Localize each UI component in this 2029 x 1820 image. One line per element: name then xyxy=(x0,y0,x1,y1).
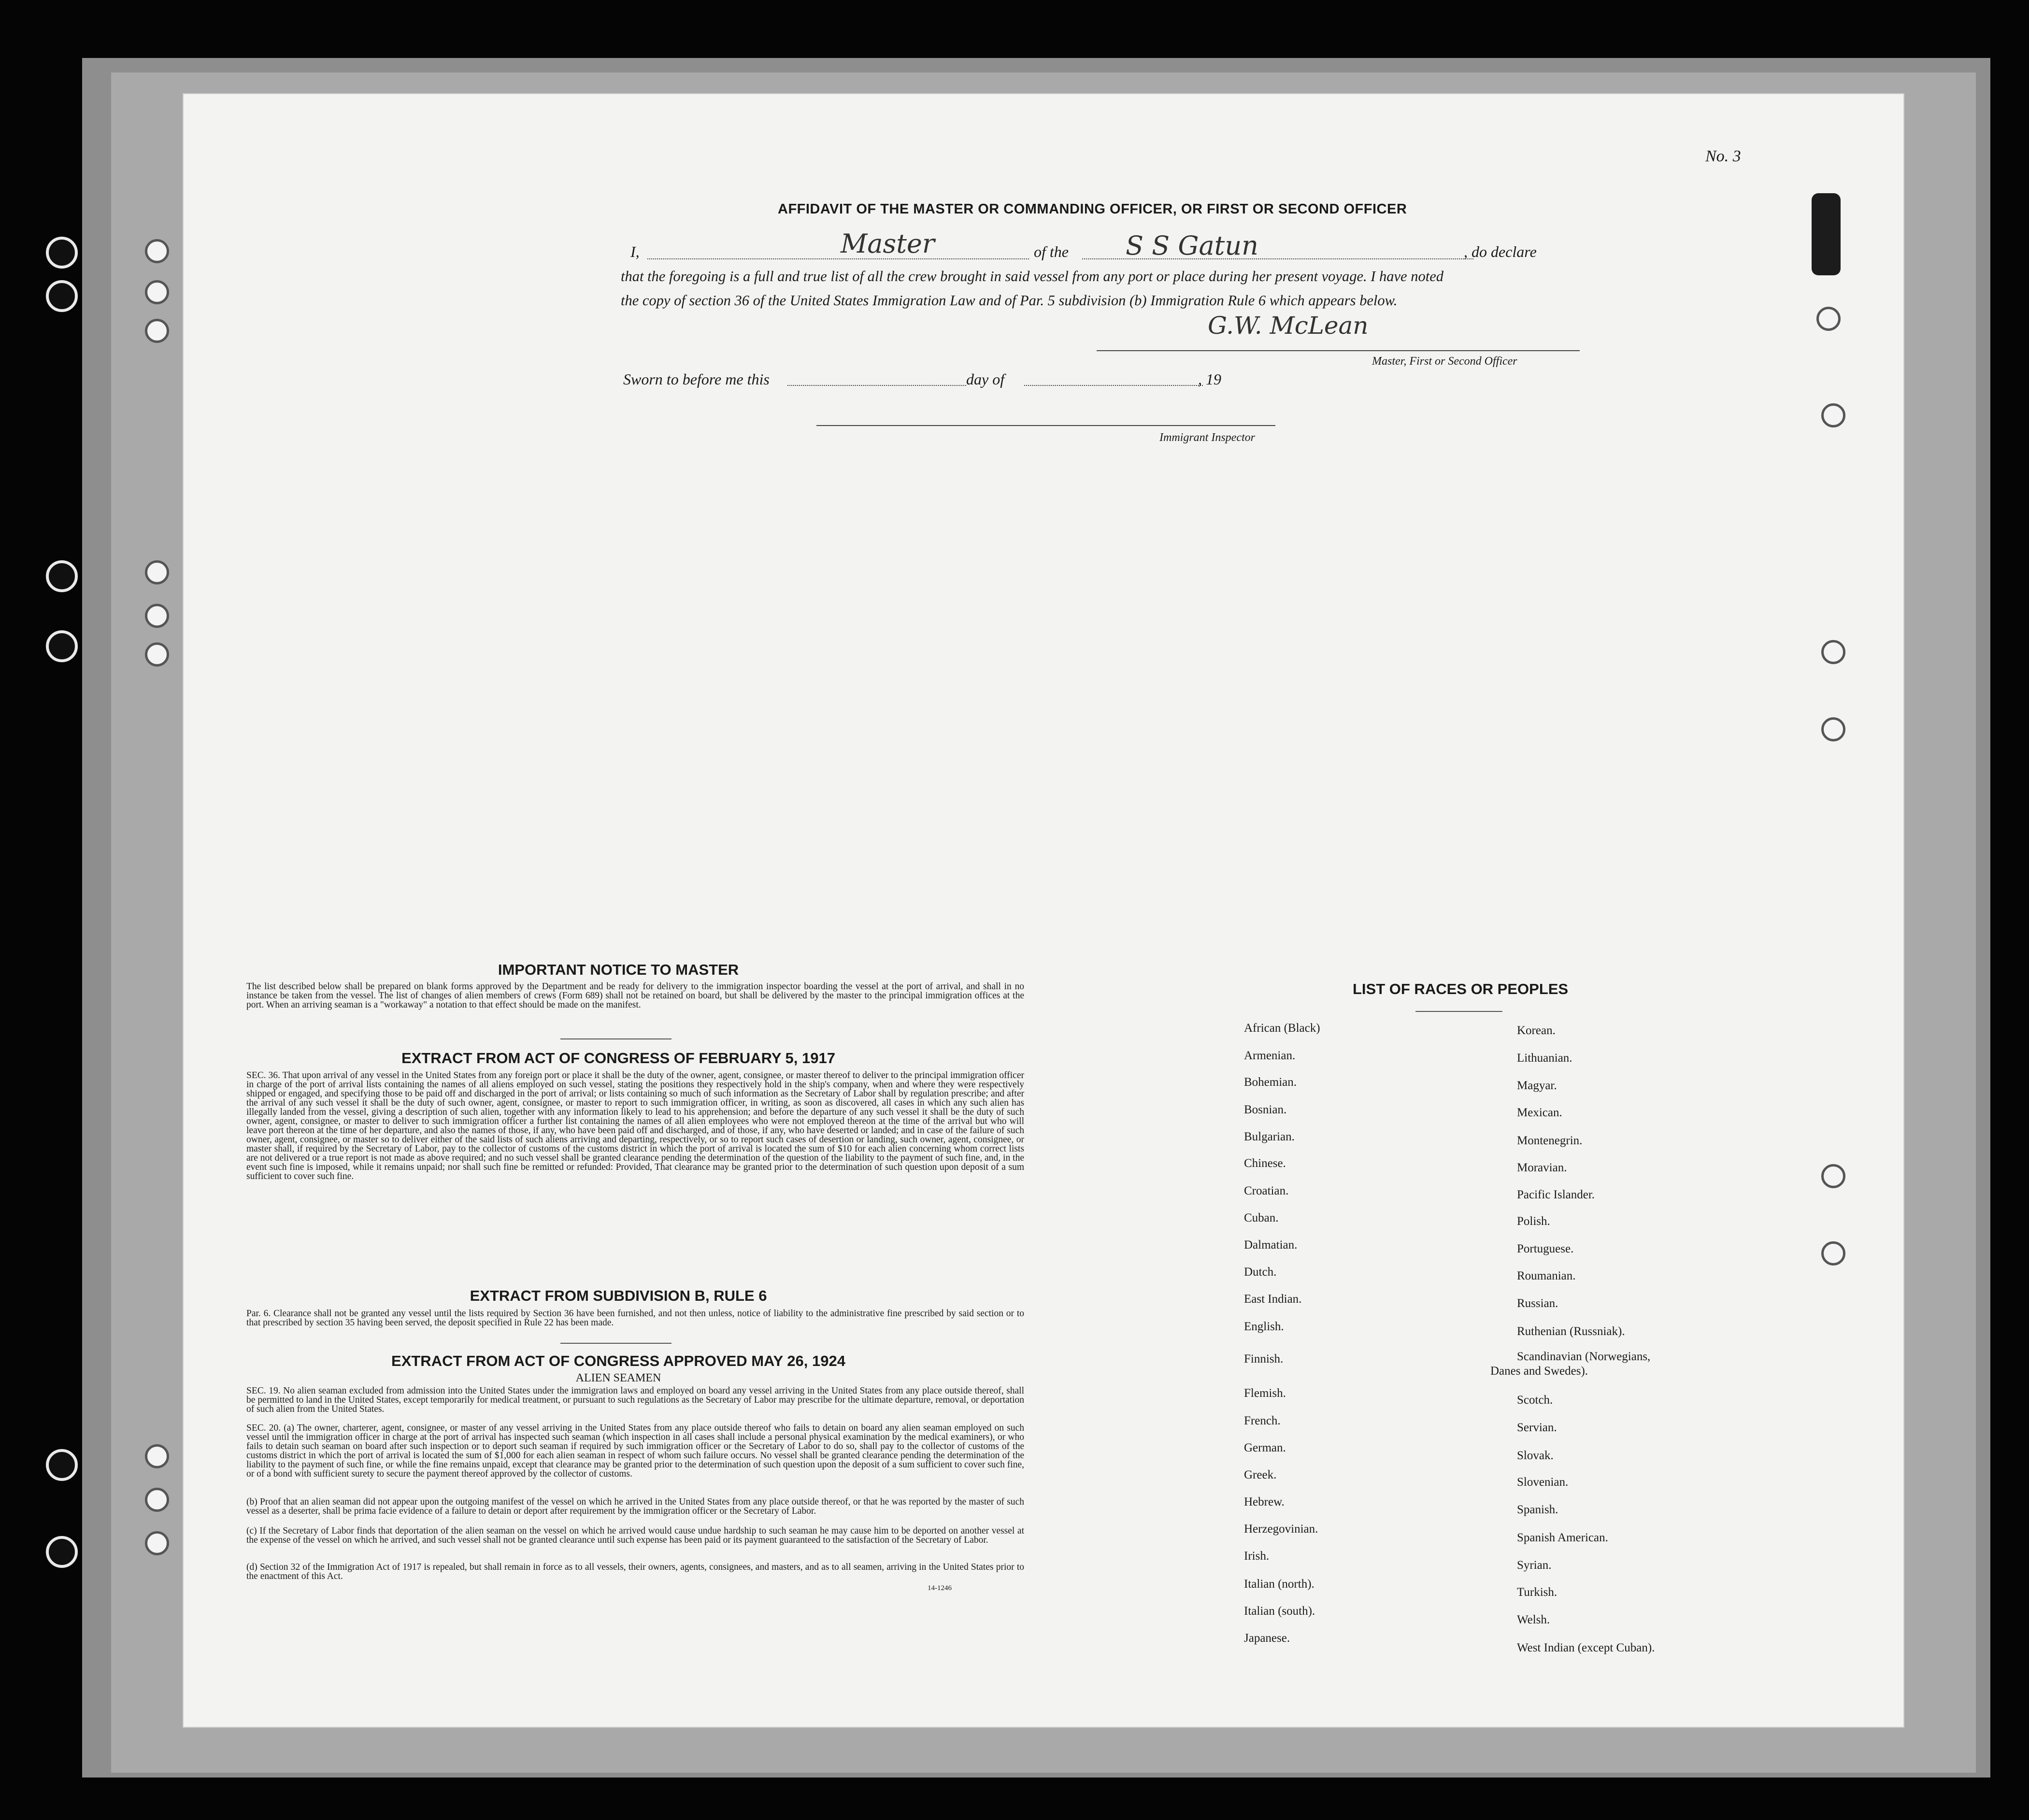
race-item: Korean. xyxy=(1517,1024,1556,1037)
extract-1924-title: EXTRACT FROM ACT OF CONGRESS APPROVED MAY 26, 1924 xyxy=(391,1352,845,1369)
binder-hole xyxy=(46,280,78,312)
race-item: Moravian. xyxy=(1517,1161,1567,1174)
race-item: Croatian. xyxy=(1244,1184,1289,1197)
form-code: 14-1246 xyxy=(928,1584,952,1592)
affidavit-line1-mid: of the xyxy=(1034,243,1069,260)
race-item: Finnish. xyxy=(1244,1352,1284,1365)
sec20d-text: (d) Section 32 of the Immigration Act of 1917 is repealed, but shall remain in force as to all vessels, their owners, agents, consignees, and masters, and as to all seamen, arriving in the United States prior to the enactment of this Act. xyxy=(246,1562,1024,1581)
page-hole xyxy=(1821,640,1845,664)
race-item: Greek. xyxy=(1244,1468,1277,1481)
rank-field-line xyxy=(647,258,1029,259)
divider xyxy=(560,1038,672,1039)
rule6-text: Par. 6. Clearance shall not be granted any vessel until the lists required by Section 36 have been furnished, and not then unless, notice of liability to the administrative fine prescribed by said section or to that prescribed by section 35 having been served, the deposit specified in Rule 22 has been made. xyxy=(246,1308,1024,1328)
race-item: Danes and Swedes). xyxy=(1490,1365,1588,1378)
race-item: East Indian. xyxy=(1244,1293,1302,1306)
binder-hole xyxy=(46,1536,78,1568)
affidavit-title: AFFIDAVIT OF THE MASTER OR COMMANDING OFFICER, OR FIRST OR SECOND OFFICER xyxy=(778,201,1407,217)
affidavit-line1-suffix: , do declare xyxy=(1464,243,1537,260)
race-item: Pacific Islander. xyxy=(1517,1188,1595,1201)
rule6-title: EXTRACT FROM SUBDIVISION B, RULE 6 xyxy=(470,1287,767,1304)
extract-1917-title: EXTRACT FROM ACT OF CONGRESS OF FEBRUARY 5, 1917 xyxy=(401,1050,835,1066)
binder-hole xyxy=(145,1488,169,1512)
race-item: Scandinavian (Norwegians, xyxy=(1517,1350,1651,1363)
sworn-prefix: Sworn to before me this xyxy=(623,370,770,388)
affidavit-line1-prefix: I, xyxy=(630,243,640,260)
manifest-page xyxy=(184,94,1903,1727)
race-item: Syrian. xyxy=(1517,1559,1552,1572)
binder-hole xyxy=(46,1449,78,1481)
divider xyxy=(1415,1011,1502,1012)
race-item: Dalmatian. xyxy=(1244,1238,1298,1251)
affidavit-line2: that the foregoing is a full and true list of all the crew brought in said vessel from any port or place during her present voyage. I have noted xyxy=(621,268,1443,284)
affidavit-line3: the copy of section 36 of the United States Immigration Law and of Par. 5 subdivision (b) Immigration Rule 6 which appears below. xyxy=(621,292,1398,309)
page-hole xyxy=(1821,1164,1845,1188)
inspector-caption: Immigrant Inspector xyxy=(1159,431,1255,444)
form-number: No. 3 xyxy=(1705,147,1741,165)
race-item: Roumanian. xyxy=(1517,1269,1576,1282)
race-item: English. xyxy=(1244,1320,1284,1333)
race-item: Scotch. xyxy=(1517,1393,1553,1407)
extract-1924-subtitle: ALIEN SEAMEN xyxy=(575,1372,661,1384)
binder-hole xyxy=(46,560,78,592)
sworn-month-line xyxy=(1024,385,1203,386)
binder-clip xyxy=(1812,193,1841,275)
sworn-day-label: day of xyxy=(966,370,1005,388)
extract-1917-text: SEC. 36. That upon arrival of any vessel in the United States from any foreign port or place it shall be the duty of the owner, agent, consignee, or master thereof to deliver to the principal immigration officer in charge of the port of arrival lists containing the names of all aliens employed on such vessel, stating the positions they respectively hold in the ship's company, when and where they were respectively shipped or engaged, and specifying those to be paid off and discharged in the port of arrival; or lists containing so much of such information as the Secretary of Labor shall by regulation prescribe; and after the arrival of any such vessel it shall be the duty of such owner, agent, consignee, or master to report to such immigration officer, in writing, as soon as discovered, all cases in which any such alien has illegally landed from the vessel, giving a description of such alien, together with any information likely to lead to his apprehension; and before the departure of any such vessel it shall be the duty of such owner, agent, consignee, or master to deliver to such immigration officer a further list containing the names of all alien employees who were not employed thereon at the time of the arrival but who will leave port thereon at the time of her departure, and also the names of those, if any, who have been paid off and discharged, and of those, if any, who have deserted or landed; and in case of the failure of such owner, agent, consignee, or master so to deliver either of the said lists of such aliens arriving and departing, respectively, or so to report such cases of desertion or landing, such owner, agent, consignee, or master shall, if required by the Secretary of Labor, pay to the collector of customs of the customs district in which the port of arrival is located the sum of $10 for each alien concerning whom correct lists are not delivered or a true report is not made as above required; and no such vessel shall be granted clearance pending the determination of the question of the liability to the payment of such fine, and, in the event such fine is imposed, while it remains unpaid; nor shall such fine be remitted or refunded: Provided, That clearance may be granted prior to the determination of such question upon deposit of a sum sufficient to cover such fine. xyxy=(246,1070,1024,1181)
race-item: Bosnian. xyxy=(1244,1103,1287,1116)
race-item: Spanish American. xyxy=(1517,1531,1608,1544)
sec19-text: SEC. 19. No alien seaman excluded from admission into the United States under the immigration laws and employed on board any vessel arriving in the United States from any place outside thereof, shall be permitted to land in the United States, except temporarily for medical treatment, or pursuant to such regulations as the Secretary of Labor may prescribe for the ultimate departure, removal, or deportation of such alien from the United States. xyxy=(246,1386,1024,1414)
sec20a-text: SEC. 20. (a) The owner, charterer, agent, consignee, or master of any vessel arriving in the United States from any place outside thereof who fails to detain on board any alien seaman employed on such vessel until the immigration officer in charge at the port of arrival has inspected such seaman (which inspection in all cases shall include a personal physical examination by the medical examiners), or who fails to detain such seaman on board after such inspection or to deport such seaman if required by such immigration officer or the Secretary of Labor to do so, shall pay to the collector of customs of the customs district in which the port of arrival is located the sum of $1,000 for each alien seaman in respect of whom such failure occurs. No vessel shall be granted clearance pending the determination of the liability to the payment of such fine, or while the fine remains unpaid, except that clearance may be granted prior to the determination of such question upon the deposit of a sum sufficient to cover such fine, or of a bond with sufficient surety to secure the payment thereof approved by the collector of customs. xyxy=(246,1423,1024,1479)
race-item: Turkish. xyxy=(1517,1586,1557,1599)
inspector-signature-line xyxy=(816,425,1275,426)
race-item: Dutch. xyxy=(1244,1265,1277,1279)
vessel-name-field: S S Gatun xyxy=(1126,230,1258,261)
race-item: Bohemian. xyxy=(1244,1076,1297,1089)
race-item: West Indian (except Cuban). xyxy=(1517,1641,1655,1654)
race-item: French. xyxy=(1244,1414,1281,1427)
race-item: Japanese. xyxy=(1244,1632,1290,1645)
race-item: Armenian. xyxy=(1244,1049,1296,1062)
page-hole xyxy=(1821,1241,1845,1265)
race-item: Cuban. xyxy=(1244,1211,1279,1224)
race-item: Bulgarian. xyxy=(1244,1130,1295,1143)
race-item: Servian. xyxy=(1517,1421,1557,1434)
race-item: Italian (south). xyxy=(1244,1605,1315,1618)
binder-hole xyxy=(145,642,169,667)
signature-line xyxy=(1097,350,1580,351)
race-item: German. xyxy=(1244,1441,1286,1454)
race-item: Herzegovinian. xyxy=(1244,1522,1318,1536)
binder-hole xyxy=(145,1444,169,1468)
race-item: Italian (north). xyxy=(1244,1578,1315,1591)
page-hole xyxy=(1821,717,1845,741)
binder-hole xyxy=(145,604,169,628)
race-item: Russian. xyxy=(1517,1297,1558,1310)
race-item: Montenegrin. xyxy=(1517,1134,1583,1147)
master-signature: G.W. McLean xyxy=(1208,312,1369,340)
binder-hole xyxy=(145,280,169,304)
rank-field: Master xyxy=(841,228,935,259)
page-hole xyxy=(1821,403,1845,427)
page-hole xyxy=(1816,307,1841,331)
race-item: Mexican. xyxy=(1517,1106,1562,1119)
binder-hole xyxy=(145,319,169,343)
race-item: Flemish. xyxy=(1244,1387,1286,1400)
signature-caption: Master, First or Second Officer xyxy=(1372,355,1517,368)
sworn-day-line xyxy=(787,385,966,386)
race-item: African (Black) xyxy=(1244,1022,1320,1035)
races-title: LIST OF RACES OR PEOPLES xyxy=(1353,981,1569,997)
race-item: Ruthenian (Russniak). xyxy=(1517,1325,1625,1338)
race-item: Portuguese. xyxy=(1517,1242,1574,1255)
notice-text: The list described below shall be prepared on blank forms approved by the Department and be ready for delivery to the immigration inspector boarding the vessel at the port of arrival, and shall in no instance be taken from the vessel. The list of changes of alien members of crews (Form 689) shall not be retained on board, but shall be delivered by the master to the principal immigration offices at the port. When an arriving seaman is a "workaway" a notation to that effect should be made on the manifest. xyxy=(246,981,1024,1010)
race-item: Slovenian. xyxy=(1517,1476,1569,1489)
binder-hole xyxy=(145,1531,169,1555)
race-item: Polish. xyxy=(1517,1215,1550,1228)
sworn-year: , 19 xyxy=(1198,370,1221,388)
sec20b-text: (b) Proof that an alien seaman did not appear upon the outgoing manifest of the vessel on which he arrived in the United States from any place outside thereof, or that he was reported by the master of such vessel as a deserter, shall be prima facie evidence of a failure to detain or deport after requirement by the immigration officer or the Secretary of Labor. xyxy=(246,1497,1024,1516)
race-item: Chinese. xyxy=(1244,1157,1286,1170)
race-item: Slovak. xyxy=(1517,1449,1554,1462)
binder-hole xyxy=(46,237,78,269)
race-item: Hebrew. xyxy=(1244,1495,1285,1508)
race-item: Welsh. xyxy=(1517,1613,1550,1626)
race-item: Magyar. xyxy=(1517,1079,1557,1092)
binder-hole xyxy=(145,560,169,584)
binder-hole xyxy=(46,630,78,662)
race-item: Irish. xyxy=(1244,1550,1270,1563)
binder-hole xyxy=(145,239,169,263)
sec20c-text: (c) If the Secretary of Labor finds that deportation of the alien seaman on the vessel on which he arrived would cause undue hardship to such seaman he may cause him to be deported on another vessel at the expense of the vessel on which he arrived, and such vessel shall not be granted clearance until such expense has been paid or its payment guaranteed to the satisfaction of the Secretary of Labor. xyxy=(246,1526,1024,1545)
race-item: Spanish. xyxy=(1517,1503,1558,1516)
divider xyxy=(560,1343,672,1344)
notice-title: IMPORTANT NOTICE TO MASTER xyxy=(498,961,739,978)
race-item: Lithuanian. xyxy=(1517,1052,1572,1065)
